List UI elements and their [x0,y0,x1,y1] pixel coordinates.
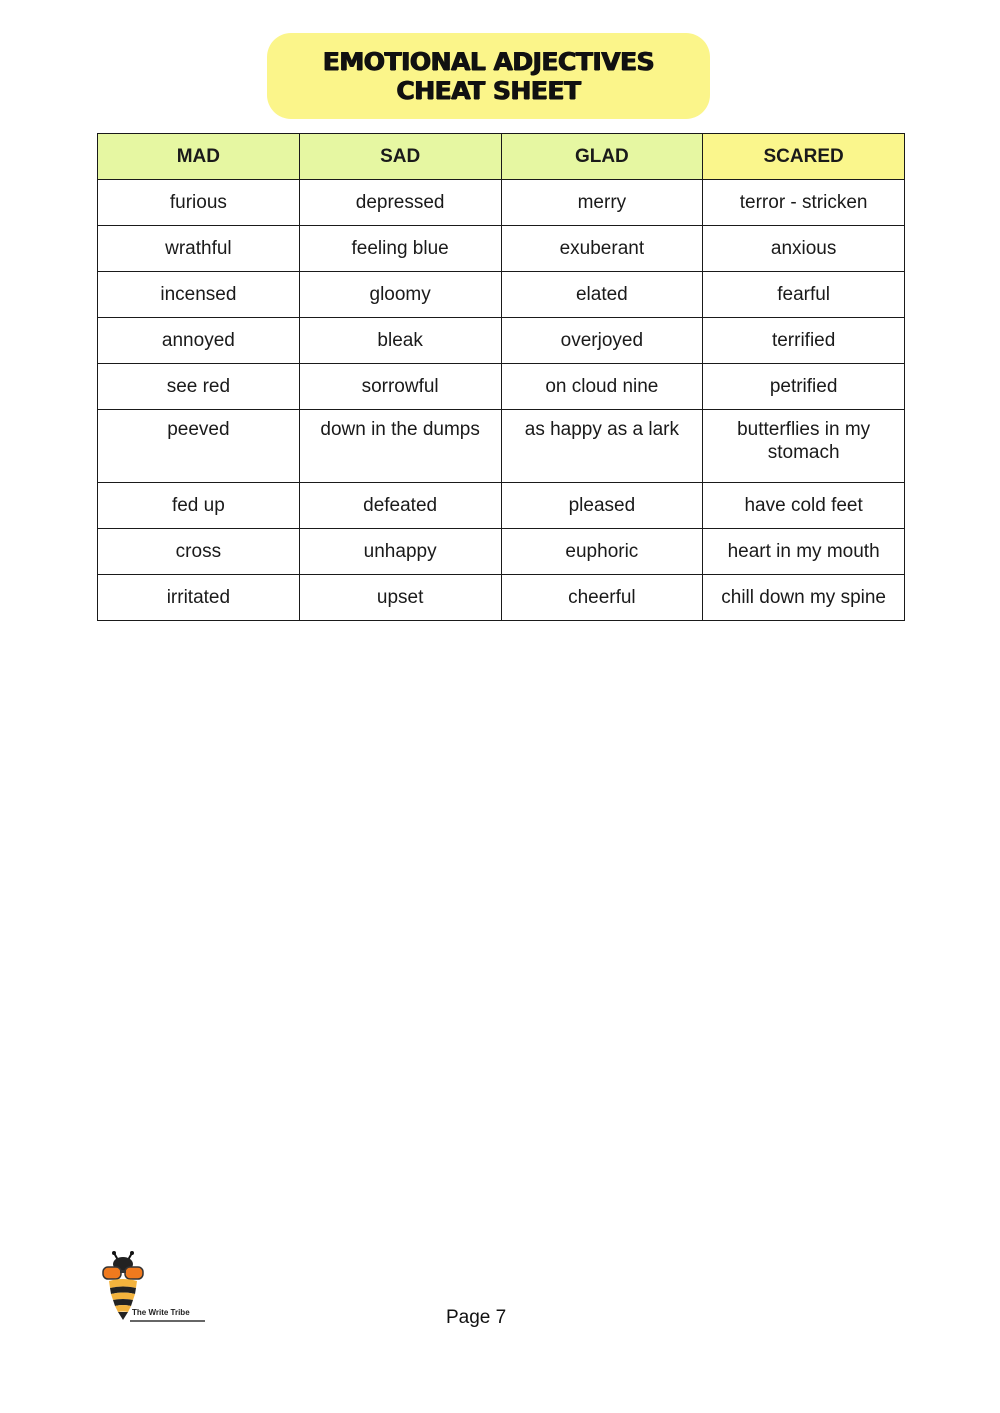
table-cell: see red [98,364,300,410]
table-cell: petrified [703,364,905,410]
table-row [98,410,905,483]
table-cell: peeved [98,410,300,483]
header-sad: SAD [299,134,501,180]
table-cell: terror - stricken [703,180,905,226]
table-row [98,529,905,575]
header-mad: MAD [98,134,300,180]
title-line-2: CHEAT SHEET [396,76,581,105]
table-cell: merry [501,180,703,226]
table-cell: bleak [299,318,501,364]
table-cell: unhappy [299,529,501,575]
table-row [98,226,905,272]
logo-text: The Write Tribe [132,1308,190,1317]
table-cell: irritated [98,575,300,621]
table-cell: pleased [501,483,703,529]
table-row [98,364,905,410]
header-glad: GLAD [501,134,703,180]
title-banner [267,33,710,119]
title-line-1: EMOTIONAL ADJECTIVES [322,47,655,76]
table-cell: wrathful [98,226,300,272]
table-cell: sorrowful [299,364,501,410]
table-row [98,483,905,529]
table-cell: depressed [299,180,501,226]
table-header-row [98,134,905,180]
table-cell: overjoyed [501,318,703,364]
table-cell: cheerful [501,575,703,621]
table-cell: as happy as a lark [501,410,703,483]
adjectives-table [97,133,905,621]
table-cell: furious [98,180,300,226]
table-cell: defeated [299,483,501,529]
table-cell: upset [299,575,501,621]
table-cell: chill down my spine [703,575,905,621]
table-row [98,318,905,364]
table-cell: anxious [703,226,905,272]
page-number: Page 7 [446,1307,507,1328]
table-cell: elated [501,272,703,318]
table-cell: butterflies in my stomach [703,410,905,483]
table-cell: heart in my mouth [703,529,905,575]
table-cell: exuberant [501,226,703,272]
table-cell: down in the dumps [299,410,501,483]
table-row [98,575,905,621]
table-cell: terrified [703,318,905,364]
table-cell: feeling blue [299,226,501,272]
table-row [98,180,905,226]
table-cell: fearful [703,272,905,318]
table-cell: annoyed [98,318,300,364]
table-cell: euphoric [501,529,703,575]
write-tribe-logo [100,1250,208,1328]
table-cell: gloomy [299,272,501,318]
table-cell: on cloud nine [501,364,703,410]
table-cell: fed up [98,483,300,529]
table-cell: incensed [98,272,300,318]
header-scared: SCARED [703,134,905,180]
table-cell: have cold feet [703,483,905,529]
table-cell: cross [98,529,300,575]
table-row [98,272,905,318]
